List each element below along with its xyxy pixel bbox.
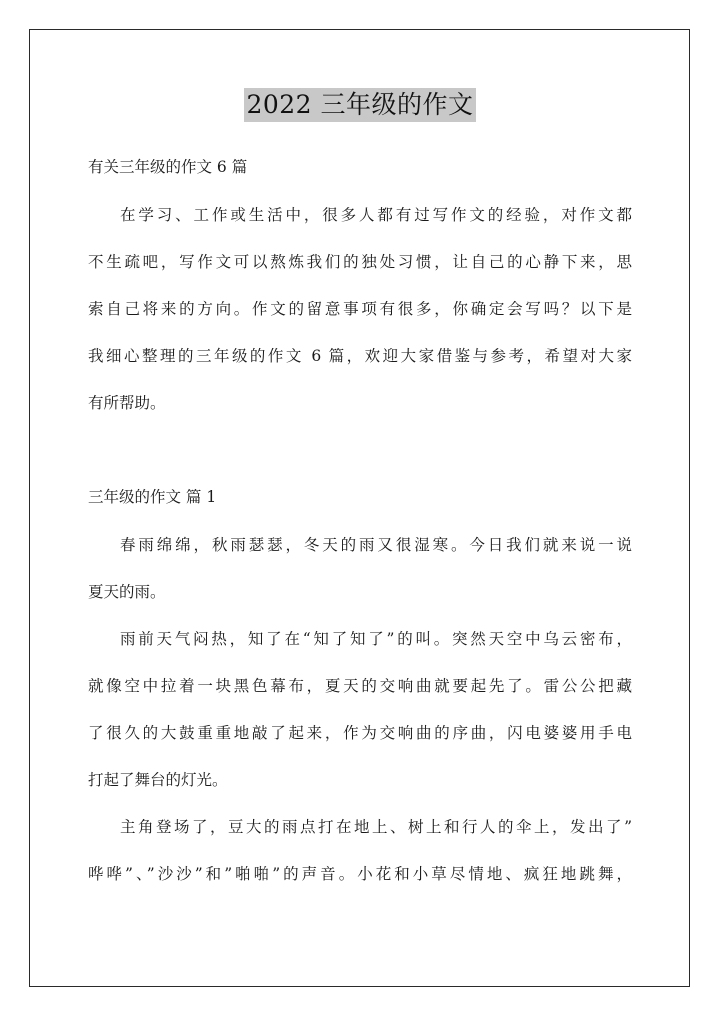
body-line: 了很久的大鼓重重地敲了起来，作为交响曲的序曲，闪电婆婆用手电 <box>88 724 632 742</box>
body-line: 打起了舞台的灯光。 <box>88 771 228 789</box>
body-line: 就像空中拉着一块黑色幕布，夏天的交响曲就要起先了。雷公公把藏 <box>88 677 632 695</box>
intro-line: 不生疏吧，写作文可以熬炼我们的独处习惯，让自己的心静下来，思 <box>88 253 632 271</box>
body-line: 雨前天气闷热，知了在“知了知了”的叫。突然天空中乌云密布， <box>120 630 632 648</box>
title-container <box>0 88 720 122</box>
document-title: 2022 三年级的作文 <box>244 88 475 122</box>
intro-line: 有所帮助。 <box>88 394 166 412</box>
intro-line: 索自己将来的方向。作文的留意事项有很多，你确定会写吗？以下是 <box>88 300 632 318</box>
intro-line: 我细心整理的三年级的作文 6 篇，欢迎大家借鉴与参考，希望对大家 <box>88 347 632 365</box>
body-line: 主角登场了，豆大的雨点打在地上、树上和行人的伞上，发出了” <box>120 818 632 836</box>
body-line: 夏天的雨。 <box>88 583 166 601</box>
document-subtitle: 有关三年级的作文 6 篇 <box>88 158 248 176</box>
body-line: 春雨绵绵，秋雨瑟瑟，冬天的雨又很湿寒。今日我们就来说一说 <box>120 536 632 554</box>
body-line: 哗哗”、”沙沙”和”啪啪”的声音。小花和小草尽情地、疯狂地跳舞， <box>88 865 632 883</box>
section-heading: 三年级的作文 篇 1 <box>88 488 217 506</box>
intro-line: 在学习、工作或生活中，很多人都有过写作文的经验，对作文都 <box>120 206 632 224</box>
